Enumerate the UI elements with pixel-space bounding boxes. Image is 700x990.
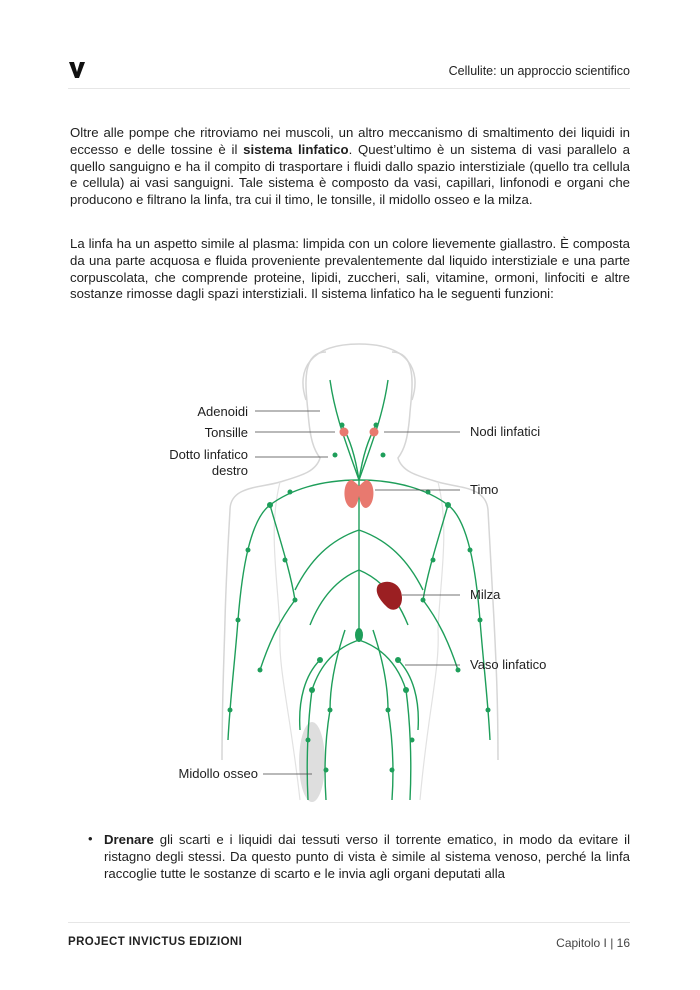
- label-milza: Milza: [470, 587, 501, 602]
- label-tonsille: Tonsille: [204, 425, 248, 440]
- page-footer: [68, 922, 630, 963]
- label-adenoidi: Adenoidi: [197, 404, 248, 419]
- paragraph-lymph-description: La linfa ha un aspetto simile al plasma: limpida con un colore lievemente giallastro. È composta da una parte acquosa e fluida proveniente prevalentemente dal liquido interstiziale e una parte corpuscolata, che comprende proteine, lipidi, zuccheri, sali, vitamine, ormoni, linfociti e altre sostanze rimosse dagli spazi interstiziali. Il sistema linfatico ha le seguenti funzioni:: [70, 236, 630, 302]
- paragraph-bold-term: sistema linfatico: [243, 141, 349, 157]
- label-dotto-line2: destro: [211, 463, 248, 478]
- body-outline: [222, 352, 498, 760]
- header-title: Cellulite: un approccio scientifico: [448, 64, 630, 78]
- label-timo: Timo: [470, 482, 499, 497]
- tonsil-left-shape: [340, 428, 349, 437]
- bullet-list: [88, 831, 630, 882]
- lymph-vessel-network: [228, 380, 490, 800]
- list-item: [104, 831, 630, 882]
- hair-outline: [303, 344, 415, 400]
- femur-marrow-shape: [299, 722, 325, 802]
- label-nodi: Nodi linfatici: [470, 424, 541, 439]
- lymphatic-system-figure: [130, 330, 590, 810]
- brand-logo-icon: [68, 60, 86, 80]
- label-dotto-line1: Dotto linfatico: [169, 447, 248, 462]
- footer-page-number: Capitolo I | 16: [556, 936, 630, 950]
- cisterna-chyli-shape: [355, 628, 363, 642]
- bullet-text: gli scarti e i liquidi dai tessuti verso il torrente ematico, in modo da evitare il ristagno degli stessi. Da questo punto di vista è simile al sistema venoso, perché la linfa raccoglie tutte le sostanze di scarto e le invia agli organi deputati alla: [104, 832, 630, 881]
- bullet-marker: •: [88, 831, 93, 846]
- spleen-shape: [377, 582, 402, 610]
- paragraph-text-start: Oltre alle pompe che ritroviamo nei muscoli, un altro meccanismo di smaltimento dei liquidi in eccesso e delle tossine è il: [70, 125, 630, 157]
- tonsil-right-shape: [370, 428, 379, 437]
- label-vaso: Vaso linfatico: [470, 657, 547, 672]
- paragraph-lymphatic-system: [70, 125, 630, 209]
- paragraph-text-end: . Quest’ultimo è un sistema di vasi parallelo a quello sanguigno e ha il compito di trasportare i fluidi dallo spazio interstiziale (quello tra cellula e cellula) ai vasi sanguigni. Tale sistema è composto da vasi, capillari, linfonodi e organi che producono e filtrano la linfa, tra cui il timo, le tonsille, il midollo osseo e la milza.: [70, 141, 630, 208]
- label-midollo: Midollo osseo: [178, 766, 258, 781]
- bullet-bold-term: Drenare: [104, 832, 154, 847]
- footer-publisher: PROJECT INVICTUS EDIZIONI: [68, 936, 243, 948]
- lymphatic-diagram: [130, 330, 590, 810]
- page-header: [68, 58, 630, 89]
